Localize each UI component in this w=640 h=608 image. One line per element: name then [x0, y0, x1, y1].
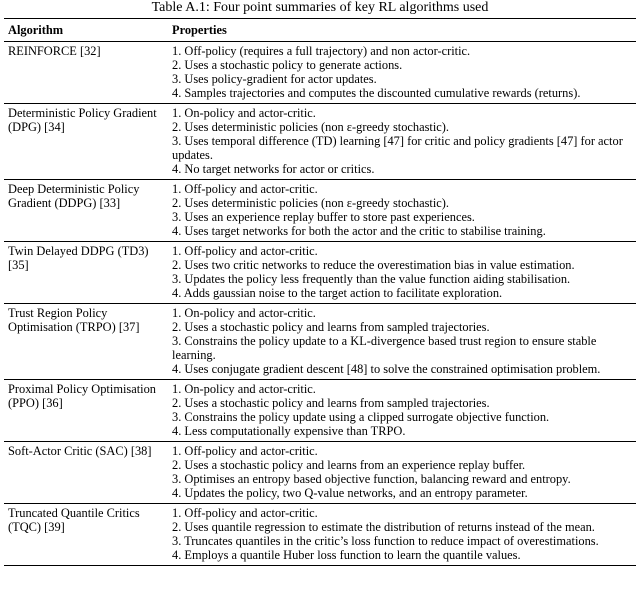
- table-caption: Table A.1: Four point summaries of key RL algorithms used: [151, 0, 489, 15]
- properties-cell: [168, 180, 636, 242]
- property-item: 3. Constrains the policy update to a KL-divergence based trust region to ensure stable learning.: [172, 334, 597, 362]
- rl-algorithms-table: [4, 18, 636, 566]
- property-item: 4. Samples trajectories and computes the discounted cumulative rewards (returns).: [172, 86, 581, 100]
- table-row: [4, 104, 636, 180]
- property-item: 4. Updates the policy, two Q-value networks, and an entropy parameter.: [172, 486, 528, 500]
- table-row: [4, 180, 636, 242]
- properties-cell: [168, 42, 636, 104]
- algorithm-cell: Deep Deterministic Policy Gradient (DDPG) [33]: [4, 180, 168, 242]
- properties-cell: [168, 104, 636, 180]
- table-row: [4, 42, 636, 104]
- properties-cell: [168, 380, 636, 442]
- property-item: 2. Uses two critic networks to reduce the overestimation bias in value estimation.: [172, 258, 575, 272]
- table-row: [4, 304, 636, 380]
- table-row: [4, 380, 636, 442]
- table-row: [4, 242, 636, 304]
- table-header-row: [4, 19, 636, 42]
- property-item: 3. Optimises an entropy based objective function, balancing reward and entropy.: [172, 472, 571, 486]
- property-item: 1. Off-policy and actor-critic.: [172, 444, 318, 458]
- property-item: 3. Truncates quantiles in the critic’s loss function to reduce impact of overestimations.: [172, 534, 599, 548]
- property-item: 1. Off-policy and actor-critic.: [172, 244, 318, 258]
- properties-cell: [168, 242, 636, 304]
- property-item: 2. Uses a stochastic policy and learns from sampled trajectories.: [172, 396, 490, 410]
- property-item: 1. Off-policy and actor-critic.: [172, 506, 318, 520]
- property-item: 1. On-policy and actor-critic.: [172, 306, 316, 320]
- property-item: 3. Uses temporal difference (TD) learning [47] for critic and policy gradients [47] for actor updates.: [172, 134, 623, 162]
- property-item: 2. Uses quantile regression to estimate the distribution of returns instead of the mean.: [172, 520, 595, 534]
- algorithm-cell: Truncated Quantile Critics (TQC) [39]: [4, 504, 168, 566]
- algorithm-cell: Deterministic Policy Gradient (DPG) [34]: [4, 104, 168, 180]
- property-item: 4. Uses target networks for both the actor and the critic to stabilise training.: [172, 224, 546, 238]
- property-item: 2. Uses a stochastic policy to generate actions.: [172, 58, 403, 72]
- property-item: 1. On-policy and actor-critic.: [172, 106, 316, 120]
- property-item: 4. Less computationally expensive than TRPO.: [172, 424, 406, 438]
- algorithm-cell: Soft-Actor Critic (SAC) [38]: [4, 442, 168, 504]
- property-item: 3. Constrains the policy update using a clipped surrogate objective function.: [172, 410, 550, 424]
- algorithm-cell: Proximal Policy Optimisation (PPO) [36]: [4, 380, 168, 442]
- property-item: 3. Uses policy-gradient for actor updates.: [172, 72, 377, 86]
- algorithm-cell: REINFORCE [32]: [4, 42, 168, 104]
- algorithm-cell: Trust Region Policy Optimisation (TRPO) [37]: [4, 304, 168, 380]
- table-row: [4, 442, 636, 504]
- property-item: 1. Off-policy (requires a full trajectory) and non actor-critic.: [172, 44, 471, 58]
- header-algorithm: Algorithm: [4, 19, 168, 42]
- properties-cell: [168, 504, 636, 566]
- properties-cell: [168, 442, 636, 504]
- property-item: 1. On-policy and actor-critic.: [172, 382, 316, 396]
- property-item: 3. Updates the policy less frequently than the value function aiding stabilisation.: [172, 272, 571, 286]
- property-item: 2. Uses a stochastic policy and learns from an experience replay buffer.: [172, 458, 526, 472]
- property-item: 2. Uses a stochastic policy and learns from sampled trajectories.: [172, 320, 490, 334]
- algorithm-cell: Twin Delayed DDPG (TD3) [35]: [4, 242, 168, 304]
- property-item: 3. Uses an experience replay buffer to store past experiences.: [172, 210, 475, 224]
- property-item: 4. Uses conjugate gradient descent [48] to solve the constrained optimisation problem.: [172, 362, 601, 376]
- header-properties: Properties: [168, 19, 636, 42]
- property-item: 4. Adds gaussian noise to the target action to facilitate exploration.: [172, 286, 503, 300]
- table-row: [4, 504, 636, 566]
- properties-cell: [168, 304, 636, 380]
- property-item: 2. Uses deterministic policies (non ε-greedy stochastic).: [172, 120, 450, 134]
- property-item: 1. Off-policy and actor-critic.: [172, 182, 318, 196]
- property-item: 2. Uses deterministic policies (non ε-greedy stochastic).: [172, 196, 450, 210]
- property-item: 4. Employs a quantile Huber loss function to learn the quantile values.: [172, 548, 521, 562]
- property-item: 4. No target networks for actor or critics.: [172, 162, 375, 176]
